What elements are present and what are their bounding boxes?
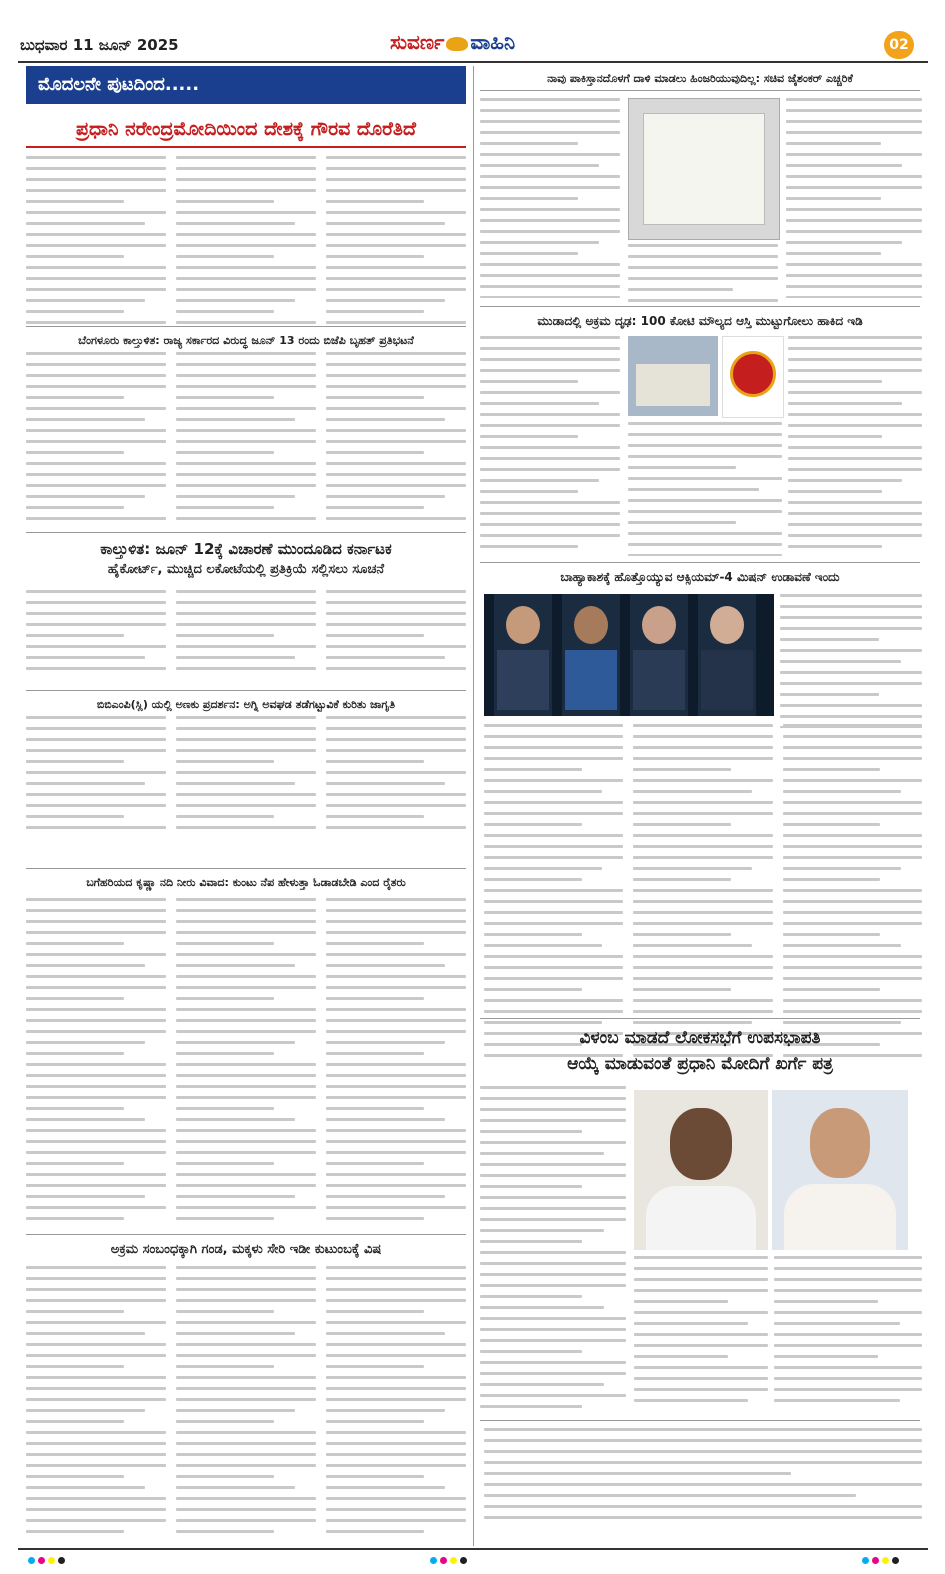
article-body <box>780 594 922 728</box>
article-body <box>484 724 922 1074</box>
article-headline: ಅಕ್ರಮ ಸಂಬಂಧಕ್ಕಾಗಿ ಗಂಡ, ಮಕ್ಕಳು ಸೇರಿ ಇಡೀ ಕುಟುಂಬಕ್ಕೆ ವಿಷ <box>110 1242 382 1257</box>
article-headline: ಪ್ರಧಾನಿ ನರೇಂದ್ರಮೋದಿಯಿಂದ ದೇಶಕ್ಕೆ ಗೌರವ ದೊರೆತಿದೆ <box>75 118 417 140</box>
registration-dot <box>460 1557 467 1564</box>
article-body <box>628 244 778 302</box>
document-photo <box>628 98 780 240</box>
registration-dot <box>882 1557 889 1564</box>
article-body <box>484 1428 922 1538</box>
article-body <box>26 898 466 1228</box>
registration-dot <box>872 1557 879 1564</box>
article-headline: ಬಿಬಿಎಂಪಿ(ಸ್ಲಿ) ಯಲ್ಲಿ ಅಣಕು ಪ್ರದರ್ಶನ: ಅಗ್ನಿ ಅವಘಡ ತಡೆಗಟ್ಟುವಿಕೆ ಕುರಿತು ಜಾಗೃತಿ <box>96 698 396 711</box>
article-headline: ವಿಳಂಬ ಮಾಡದೆ ಲೋಕಸಭೆಗೆ ಉಪಸಭಾಪತಿ <box>579 1028 821 1048</box>
registration-marks-left <box>28 1556 68 1567</box>
registration-dot <box>48 1557 55 1564</box>
article-body <box>788 336 922 556</box>
registration-dot <box>28 1557 35 1564</box>
headline-rule <box>26 146 466 148</box>
article-body <box>26 716 466 836</box>
registration-dot <box>440 1557 447 1564</box>
issue-date: ಬುಧವಾರ 11 ಜೂನ್ 2025 <box>20 36 179 54</box>
registration-dot <box>450 1557 457 1564</box>
column-divider <box>473 66 474 1546</box>
article-body <box>480 1086 626 1416</box>
page-number-badge: 02 <box>884 31 914 59</box>
article-separator <box>26 690 466 691</box>
registration-dot <box>38 1557 45 1564</box>
article-body <box>26 156 466 326</box>
logo-text-part1: ಸುವರ್ಣ <box>390 30 445 54</box>
registration-dot <box>892 1557 899 1564</box>
section-banner: ಮೊದಲನೇ ಪುಟದಿಂದ..... <box>26 66 466 104</box>
footer-rule <box>18 1548 928 1550</box>
article-headline: ಬೆಂಗಳೂರು ಕಾಲ್ತುಳಿತ: ರಾಜ್ಯ ಸರ್ಕಾರದ ವಿರುದ್ಧ ಜೂನ್ 13 ರಂದು ಬಿಜೆಪಿ ಬೃಹತ್ ಪ್ರತಿಭಟನೆ <box>78 334 414 347</box>
article-headline: ಕಾಲ್ತುಳಿತ: ಜೂನ್ 12ಕ್ಕೆ ವಿಚಾರಣೆ ಮುಂದೂಡಿದ ಕರ್ನಾಟಕ <box>100 540 392 558</box>
building-photo <box>628 336 718 416</box>
registration-dot <box>862 1557 869 1564</box>
article-body <box>774 1256 922 1416</box>
modi-photo <box>772 1090 908 1250</box>
article-body <box>26 352 466 528</box>
article-separator <box>26 1234 466 1235</box>
kharge-photo <box>634 1090 768 1250</box>
article-separator <box>480 1420 920 1421</box>
article-separator <box>480 1018 920 1019</box>
article-body <box>634 1256 768 1416</box>
article-separator <box>26 326 466 327</box>
newspaper-logo <box>390 30 515 54</box>
registration-dot <box>58 1557 65 1564</box>
astronauts-photo <box>484 594 774 716</box>
article-separator <box>26 532 466 533</box>
registration-marks-center <box>430 1556 470 1567</box>
article-body <box>26 1266 466 1542</box>
article-headline-line2: ಹೈಕೋರ್ಟ್, ಮುಚ್ಚಿದ ಲಕೋಟೆಯಲ್ಲಿ ಪ್ರತಿಕ್ರಿಯೆ ಸಲ್ಲಿಸಲು ಸೂಚನೆ <box>107 562 385 577</box>
headline-rule <box>480 90 920 91</box>
article-body <box>480 98 620 298</box>
article-headline: ಬಾಹ್ಯಾಕಾಶಕ್ಕೆ ಹೊತ್ತೊಯ್ಯುವ ಆಕ್ಸಿಯಮ್-4 ಮಿಷನ್ ಉಡಾವಣೆ ಇಂದು <box>560 570 840 584</box>
ed-emblem <box>722 336 784 418</box>
article-headline: ನಾವು ಪಾಕಿಸ್ತಾನದೊಳಗೆ ದಾಳಿ ಮಾಡಲು ಹಿಂಜರಿಯುವುದಿಲ್ಲ: ಸಚಿವ ಜೈಶಂಕರ್ ಎಚ್ಚರಿಕೆ <box>547 72 853 85</box>
article-headline: ಬಗೆಹರಿಯದ ಕೃಷ್ಣಾ ನದಿ ನೀರು ವಿವಾದ: ಕುಂಟು ನೆಪ ಹೇಳುತ್ತಾ ಓಡಾಡಬೇಡಿ ಎಂದ ರೈತರು <box>86 876 406 889</box>
bird-icon <box>446 37 468 51</box>
logo-text-part2: ವಾಹಿನಿ <box>470 30 516 54</box>
masthead-rule <box>18 61 928 63</box>
article-body <box>480 336 620 556</box>
article-body <box>786 98 922 298</box>
registration-dot <box>430 1557 437 1564</box>
article-headline: ಮುಡಾದಲ್ಲಿ ಅಕ್ರಮ ದೃಢ: 100 ಕೋಟಿ ಮೌಲ್ಯದ ಆಸ್ತಿ ಮುಟ್ಟುಗೋಲು ಹಾಕಿದ ಇಡಿ <box>537 314 863 328</box>
article-separator <box>480 562 920 563</box>
registration-marks-right <box>862 1556 902 1567</box>
article-body <box>26 590 466 682</box>
article-separator <box>26 868 466 869</box>
article-separator <box>480 306 920 307</box>
article-headline-line2: ಆಯ್ಕೆ ಮಾಡುವಂತೆ ಪ್ರಧಾನಿ ಮೋದಿಗೆ ಖರ್ಗೆ ಪತ್ರ <box>567 1054 833 1074</box>
article-body <box>628 422 782 556</box>
